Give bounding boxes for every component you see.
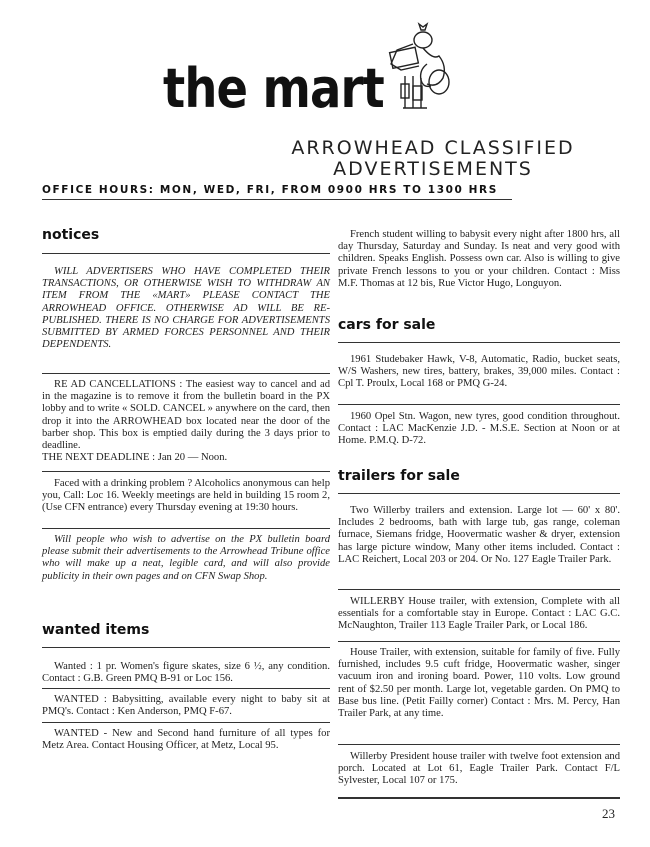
trailer-ad: Willerby President house trailer with twelve foot extension and porch. Located at Lot 61, Eagle Trailer Park. Contact F/L Sylvester, Local 107 or 175. <box>338 751 620 787</box>
notice-advertisers: WILL ADVERTISERS WHO HAVE COMPLETED THEIR TRANSACTIONS, OR OTHERWISE WISH TO WITHDRAW AN ITEM FROM THE «MART» PLEASE CONTACT THE ARROWHEAD OFFICE. OTHERWISE AD WILL BE RE-PUBLISHED. THERE IS NO CHARGE FOR ADVERTISEMENTS SUBMITTED BY ARMED FORCES PERSONNEL AND THEIR DEPENDENTS. <box>42 266 330 351</box>
section-title-line1: ARROWHEAD CLASSIFIED <box>291 137 575 159</box>
notices-heading: notices <box>42 227 100 243</box>
divider <box>338 744 620 745</box>
car-ad: 1961 Studebaker Hawk, V-8, Automatic, Radio, bucket seats, W/S Washers, new tires, battery, brakes, 39,000 miles. Contact : Cpl T. Proulx, Local 168 or PMQ G-24. <box>338 354 620 390</box>
cars-heading: cars for sale <box>338 317 436 333</box>
trailer-ad: WILLERBY House trailer, with extension, Complete with all essentials for a comfortable stay in Europe. Contact : LAC G.C. McNaughton, Trailer 113 Eagle Trailer Park, or Local 186. <box>338 596 620 632</box>
babysit-ad: French student willing to babysit every night after 1800 hrs, all day Thursday, Saturday and Sunday. Is neat and very good with children. Speaks English. Possess own car. Also is willing to give private French lessons to you or your children. Contact : Miss M.F. Thomas at 12 bis, Rue Victor Hugo, Longuyon. <box>338 229 620 289</box>
wanted-ad: Wanted : 1 pr. Women's figure skates, size 6 ½, any condition. Contact : G.B. Green PMQ B-91 or Loc 156. <box>42 661 330 685</box>
notice-alcoholics: Faced with a drinking problem ? Alcoholics anonymous can help you, Call: Loc 16. Weekly meetings are held in building 15 room 2, (Use CFN entrance) every Thursday evening at 19:30 hours. <box>42 478 330 514</box>
office-hours: OFFICE HOURS: MON, WED, FRI, FROM 0900 HRS TO 1300 HRS <box>42 184 498 196</box>
left-column <box>42 0 330 847</box>
notice-px-board: Will people who wish to advertise on the PX bulletin board please submit their advertisements to the Arrowhead Tribune office who will make up a neat, legible card, and will also provide publicity in their own pages and on CFN Swap Shop. <box>42 534 330 582</box>
page-number: 23 <box>602 806 615 821</box>
trailer-ad: Two Willerby trailers and extension. Large lot — 60' x 80'. Includes 2 bedrooms, bath with large tub, gas range, coleman furnace, Siemans fridge, Hoovermatic washer & dryer, extension has large picture window, Many other items included. Contact : LAC Reichert, Local 203 or 204. Or No. 127 Eagle Trailer Park. <box>338 505 620 565</box>
masthead-title: the mart <box>163 57 384 120</box>
section-title-line2: ADVERTISEMENTS <box>333 158 533 180</box>
divider <box>42 253 330 254</box>
divider <box>338 641 620 642</box>
divider <box>338 342 620 343</box>
divider <box>42 722 330 723</box>
divider <box>338 493 620 494</box>
wanted-ad: WANTED : Babysitting, available every night to baby sit at PMQ's. Contact : Ken Anderson, PMQ F-67. <box>42 694 330 718</box>
notice-cancellations: RE AD CANCELLATIONS : The easiest way to cancel and ad in the magazine is to remove it from the bulletin board in the PX lobby and to write « SOLD. CANCEL » anywhere on the card, then drop it into the ARROWHEAD box located near the door of the barber shop. This box is emptied daily during the 3 days prior to deadline. THE NEXT DEADLINE : Jan 20 — Noon. <box>42 379 330 464</box>
trailers-heading: trailers for sale <box>338 468 460 484</box>
divider <box>42 471 330 472</box>
divider <box>42 528 330 529</box>
wanted-ad: WANTED - New and Second hand furniture of all types for Metz Area. Contact Housing Officer, at Metz, Local 95. <box>42 728 330 752</box>
divider <box>42 688 330 689</box>
notice-deadline: THE NEXT DEADLINE : Jan 20 — Noon. <box>42 452 228 464</box>
wanted-heading: wanted items <box>42 622 150 638</box>
divider <box>338 589 620 590</box>
trailer-ad: House Trailer, with extension, suitable for family of five. Fully furnished, includes 9.5 cuft fridge, Hoovermatic washer, singer vacuum iron and ironing board. Power, 110 volts. Low ground rent of $2.50 per month. Large lot, vegetable garden. On PMQ to Base bus line. (Petit Failly corner) Contact : Mrs. M. Percy, Han Trailer Park, at any time. <box>338 647 620 720</box>
footer-rule <box>338 797 620 799</box>
divider <box>42 647 330 648</box>
car-ad: 1960 Opel Stn. Wagon, new tyres, good condition throughout. Contact : LAC MacKenzie J.D. - M.S.E. Section at Noon or at Home. P.M.Q. D-72. <box>338 411 620 447</box>
divider <box>338 404 620 405</box>
divider <box>42 373 330 374</box>
right-column <box>338 0 620 847</box>
